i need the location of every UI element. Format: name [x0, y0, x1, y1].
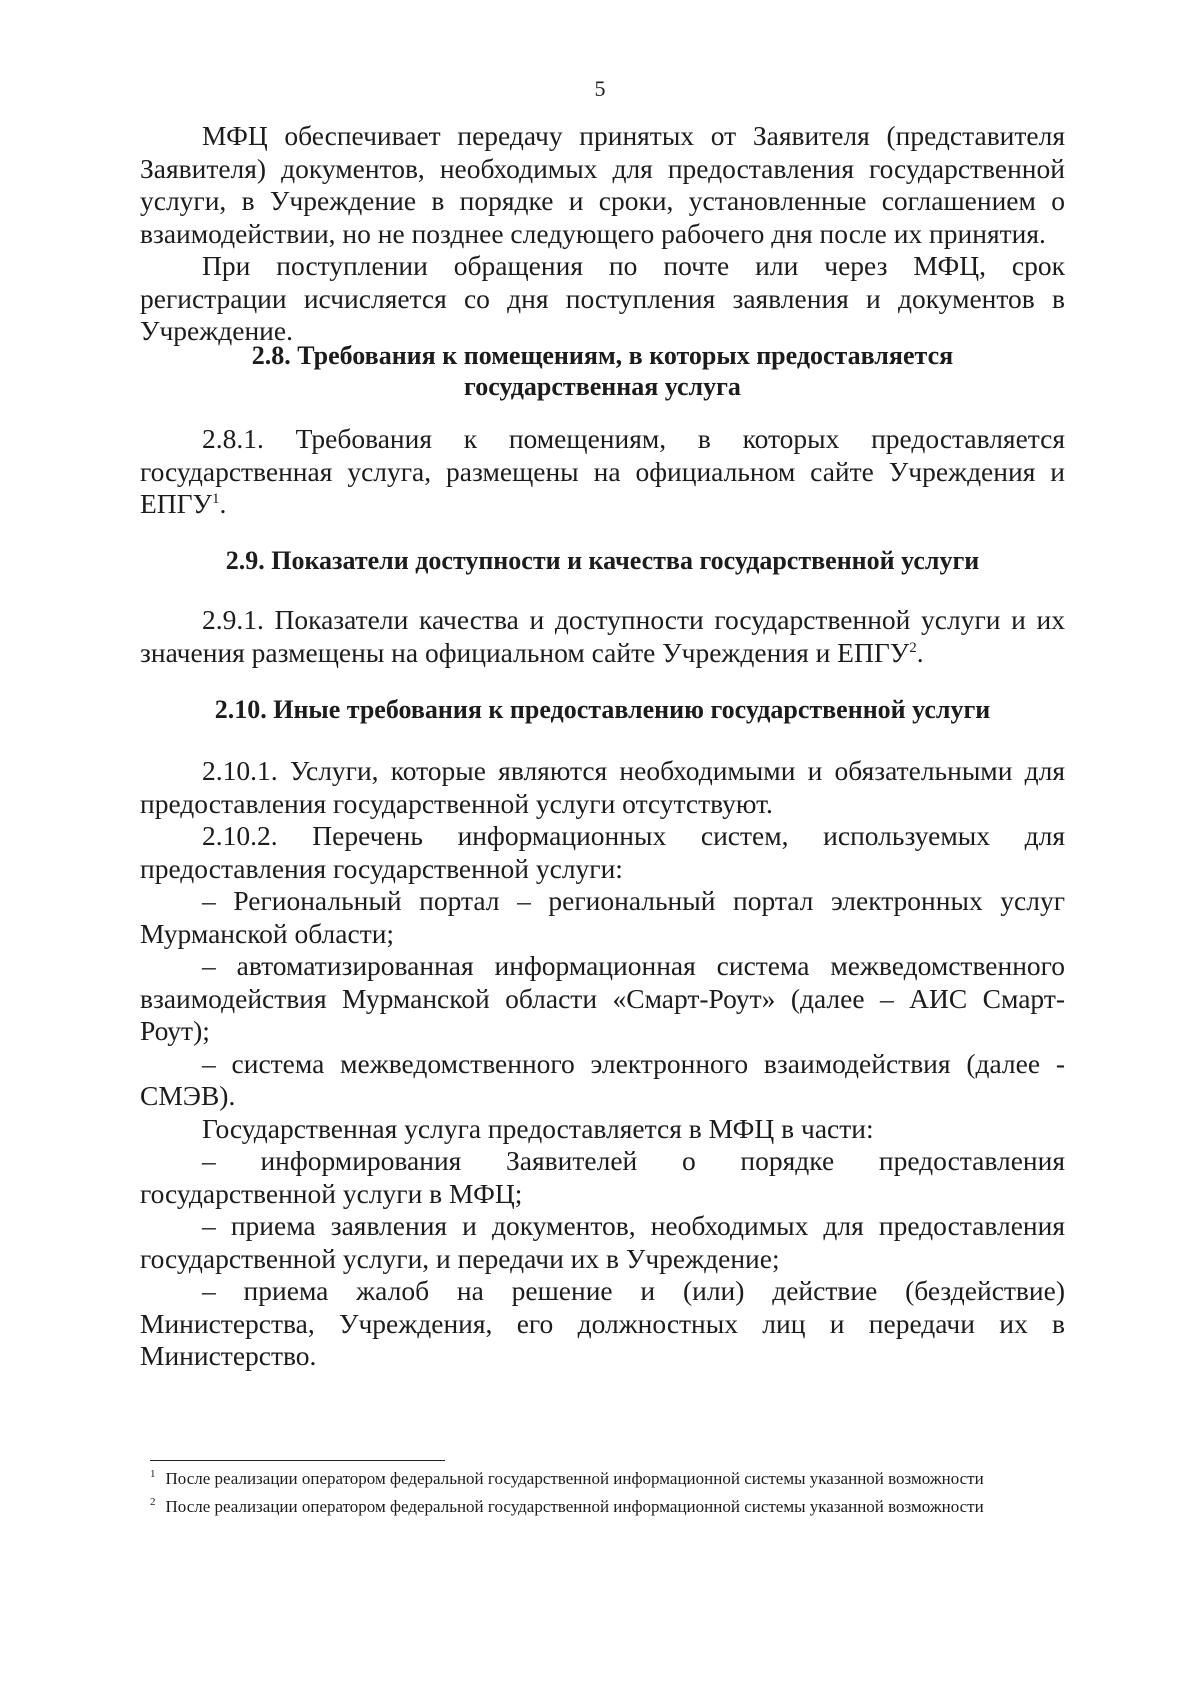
footnote-divider: [150, 1460, 445, 1461]
footnote-ref-1[interactable]: 1: [212, 490, 220, 507]
footnote-ref-2[interactable]: 2: [909, 639, 917, 656]
footnote-mark: 2: [150, 1496, 156, 1509]
paragraph-end: .: [219, 488, 227, 519]
footnote-1: [150, 1468, 1132, 1490]
section-heading-2-9: 2.9. Показатели доступности и качества государственной услуги: [225, 546, 980, 575]
list-item-ais-smart-route: – автоматизированная информационная система межведомственного взаимодействия Мурманской области «Смарт-Роут» (далее – АИС Смарт-Роут);: [140, 950, 1065, 1046]
section-2-8-body: [140, 423, 1065, 521]
intro-block: [140, 120, 1065, 348]
heading-line-2: государственная услуга: [464, 372, 741, 401]
paragraph-registration-term: При поступлении обращения по почте или через МФЦ, срок регистрации исчисляется со дня поступления заявления и документов в Учреждение.: [140, 250, 1065, 346]
paragraph-mfc-transfer: МФЦ обеспечивает передачу принятых от Заявителя (представителя Заявителя) документов, необходимых для предоставления государственной услуги, в Учреждение в порядке и сроки, установленные соглашением о взаимодействии, но не позднее следующего рабочего дня после их принятия.: [140, 120, 1065, 249]
section-2-9: [140, 545, 1065, 576]
section-2-9-body: [140, 604, 1065, 669]
paragraph-2-8-1: [140, 423, 1065, 521]
paragraph-text: 2.9.1. Показатели качества и доступности государственной услуги и их значения размещены на официальном сайте Учреждения и ЕПГУ: [140, 604, 1065, 668]
heading-line-1: 2.8. Требования к помещениям, в которых предоставляется: [251, 341, 954, 370]
paragraph-2-10-2: 2.10.2. Перечень информационных систем, используемых для предоставления государственной услуги:: [140, 820, 1065, 884]
paragraph-2-10-1: 2.10.1. Услуги, которые являются необходимыми и обязательными для предоставления государственной услуги отсутствуют.: [140, 755, 1065, 819]
list-item-complaints: – приема жалоб на решение и (или) действие (бездействие) Министерства, Учреждения, его должностных лиц и передачи их в Министерство.: [140, 1275, 1065, 1371]
section-2-8: [140, 340, 1065, 402]
section-2-10-body: [140, 755, 1065, 1373]
footnote-text: После реализации оператором федеральной государственной информационной системы указанной возможности: [165, 1469, 984, 1488]
page-number: 5: [594, 76, 606, 101]
list-item-smev: – система межведомственного электронного взаимодействия (далее - СМЭВ).: [140, 1047, 1065, 1111]
footnote-text: После реализации оператором федеральной государственной информационной системы указанной возможности: [165, 1497, 984, 1516]
paragraph-mfc-parts: Государственная услуга предоставляется в МФЦ в части:: [202, 1112, 874, 1144]
list-item-regional-portal: – Региональный портал – региональный портал электронных услуг Мурманской области;: [140, 885, 1065, 949]
list-item-informing: – информирования Заявителей о порядке предоставления государственной услуги в МФЦ;: [140, 1145, 1065, 1209]
paragraph-text: 2.8.1. Требования к помещениям, в которых предоставляется государственная услуга, размещены на официальном сайте Учреждения и ЕПГУ: [140, 423, 1065, 519]
list-item-application-intake: – приема заявления и документов, необходимых для предоставления государственной услуги, и передачи их в Учреждение;: [140, 1210, 1065, 1274]
section-heading-2-8: [140, 340, 1065, 402]
paragraph-end: .: [916, 636, 924, 668]
section-2-10: [140, 694, 1065, 725]
section-heading-2-10: 2.10. Иные требования к предоставлению государственной услуги: [214, 695, 991, 724]
footnotes: [150, 1468, 1132, 1524]
footnote-mark: 1: [150, 1468, 156, 1481]
paragraph-2-9-1: [140, 604, 1065, 669]
footnote-2: [150, 1496, 1132, 1518]
